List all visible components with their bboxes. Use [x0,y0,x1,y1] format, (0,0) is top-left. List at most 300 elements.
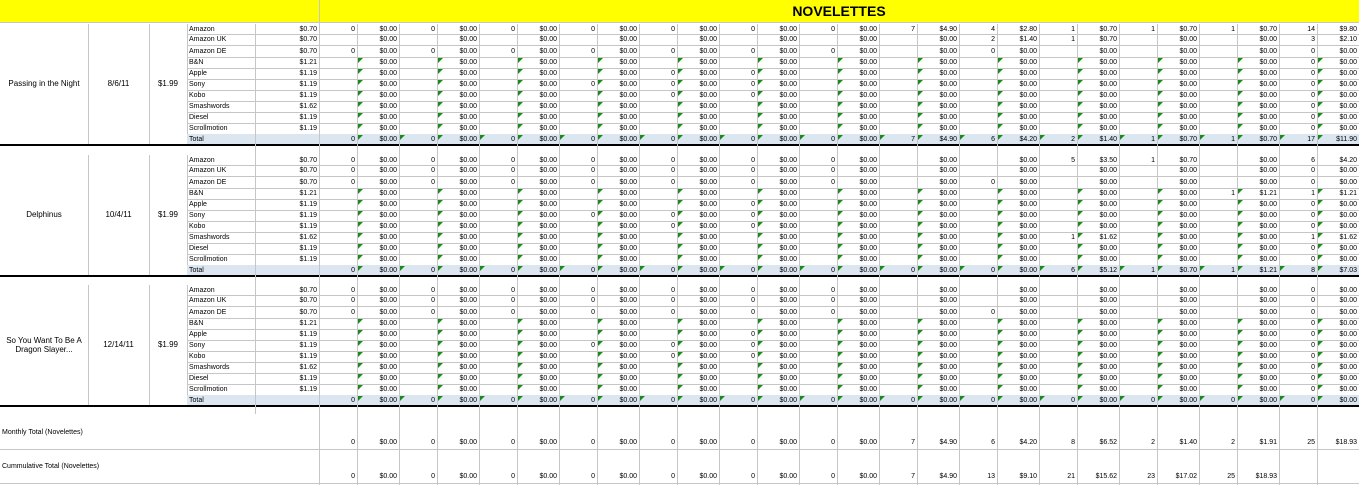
amount-cell[interactable]: $0.00 [699,190,717,197]
amount-cell[interactable]: $0.00 [1179,212,1197,219]
amount-cell[interactable]: $0.00 [1099,114,1117,121]
units-cell[interactable] [719,34,757,45]
store-price[interactable] [255,265,319,275]
store-name[interactable]: Sony [189,342,205,349]
amount-cell[interactable]: $0.00 [1339,342,1357,349]
amount-cell[interactable]: $0.00 [859,114,877,121]
units-cell[interactable] [1039,45,1077,57]
units-cell[interactable]: 0 [991,266,995,274]
amount-cell[interactable]: $0.00 [379,201,397,208]
units-cell[interactable]: 0 [911,266,915,274]
units-cell[interactable] [479,340,517,351]
store-price[interactable]: $0.70 [299,297,317,304]
amount-cell[interactable]: $0.00 [459,190,477,197]
amount-cell[interactable]: $0.00 [1099,342,1117,349]
units-cell[interactable] [479,243,517,254]
amount-cell[interactable]: $3.50 [1099,156,1117,164]
units-cell[interactable] [1039,254,1077,265]
footer-amount[interactable]: $1.91 [1259,439,1277,446]
amount-cell[interactable]: $7.03 [1339,266,1357,274]
amount-cell[interactable]: $0.00 [1179,223,1197,230]
amount-cell[interactable]: $11.90 [1336,135,1357,143]
store-name[interactable]: Total [189,396,204,404]
units-cell[interactable] [559,34,597,45]
amount-cell[interactable]: $0.00 [379,114,397,121]
store-name[interactable]: Amazon UK [189,167,227,174]
amount-cell[interactable]: $0.00 [1259,178,1277,186]
units-cell[interactable] [879,210,917,221]
units-cell[interactable] [1119,329,1157,340]
units-cell[interactable]: 0 [591,25,595,33]
units-cell[interactable]: 0 [1311,201,1315,208]
amount-cell[interactable]: $0.00 [619,25,637,33]
amount-cell[interactable]: $0.00 [699,135,717,143]
units-cell[interactable]: 0 [751,178,755,186]
units-cell[interactable]: 0 [351,286,355,294]
units-cell[interactable] [559,351,597,362]
amount-cell[interactable]: $0.00 [1259,212,1277,219]
store-price[interactable]: $1.19 [299,92,317,99]
units-cell[interactable] [639,112,677,123]
footer-amount[interactable]: $18.93 [1255,473,1277,480]
units-cell[interactable] [1039,68,1077,79]
units-cell[interactable]: 0 [1311,167,1315,174]
units-cell[interactable]: 0 [1311,396,1315,404]
units-cell[interactable] [399,68,437,79]
units-cell[interactable]: 0 [511,167,515,174]
amount-cell[interactable]: $0.00 [1339,245,1357,252]
units-cell[interactable] [879,199,917,210]
amount-cell[interactable]: $0.00 [459,114,477,121]
units-cell[interactable]: 0 [351,47,355,55]
units-cell[interactable]: 0 [671,25,675,33]
footer-units[interactable]: 0 [671,473,675,480]
units-cell[interactable]: 0 [831,286,835,294]
amount-cell[interactable]: $0.00 [859,92,877,99]
amount-cell[interactable]: $0.00 [619,386,637,393]
units-cell[interactable]: 0 [751,308,755,316]
amount-cell[interactable]: $0.00 [779,223,797,230]
units-cell[interactable] [879,123,917,134]
amount-cell[interactable]: $0.00 [939,81,957,88]
units-cell[interactable] [959,295,997,306]
store-name[interactable]: Scrollmotion [189,386,228,393]
units-cell[interactable]: 17 [1307,135,1315,143]
amount-cell[interactable]: $0.00 [1019,125,1037,132]
units-cell[interactable] [1119,165,1157,176]
footer-amount[interactable]: $4.90 [939,473,957,480]
units-cell[interactable]: 0 [431,266,435,274]
amount-cell[interactable]: $0.00 [699,212,717,219]
footer-units[interactable]: 0 [591,473,595,480]
units-cell[interactable] [1039,362,1077,373]
store-name[interactable]: Apple [189,201,207,208]
amount-cell[interactable]: $0.00 [1339,125,1357,132]
amount-cell[interactable]: $0.00 [1339,212,1357,219]
amount-cell[interactable]: $0.00 [859,201,877,208]
units-cell[interactable] [1199,123,1237,134]
amount-cell[interactable]: $0.00 [539,103,557,110]
store-price[interactable]: $1.19 [299,375,317,382]
units-cell[interactable] [799,329,837,340]
footer-units[interactable]: 2 [1151,439,1155,446]
units-cell[interactable] [479,101,517,112]
units-cell[interactable] [1039,295,1077,306]
amount-cell[interactable]: $5.12 [1099,266,1117,274]
amount-cell[interactable]: $2.10 [1339,36,1357,43]
amount-cell[interactable]: $0.00 [859,364,877,371]
units-cell[interactable]: 1 [1311,234,1315,241]
amount-cell[interactable]: $0.00 [539,256,557,263]
units-cell[interactable]: 0 [431,156,435,164]
footer-units[interactable]: 0 [751,439,755,446]
amount-cell[interactable]: $0.00 [779,353,797,360]
amount-cell[interactable]: $0.00 [379,81,397,88]
units-cell[interactable]: 0 [591,297,595,304]
amount-cell[interactable]: $0.00 [459,178,477,186]
amount-cell[interactable]: $0.00 [1259,353,1277,360]
amount-cell[interactable]: $0.00 [699,331,717,338]
units-cell[interactable] [719,362,757,373]
amount-cell[interactable]: $0.00 [1099,47,1117,55]
units-cell[interactable] [879,384,917,395]
units-cell[interactable]: 0 [511,47,515,55]
footer-units[interactable]: 0 [431,439,435,446]
amount-cell[interactable]: $0.00 [859,342,877,349]
units-cell[interactable]: 0 [1311,114,1315,121]
units-cell[interactable] [1199,210,1237,221]
units-cell[interactable]: 0 [751,223,755,230]
store-price[interactable]: $1.19 [299,212,317,219]
units-cell[interactable]: 6 [1071,266,1075,274]
amount-cell[interactable]: $0.00 [1019,297,1037,304]
amount-cell[interactable]: $1.40 [1099,135,1117,143]
amount-cell[interactable]: $0.00 [619,234,637,241]
amount-cell[interactable]: $0.00 [1259,386,1277,393]
units-cell[interactable] [399,340,437,351]
units-cell[interactable] [799,68,837,79]
amount-cell[interactable]: $0.00 [539,190,557,197]
amount-cell[interactable]: $0.00 [539,36,557,43]
units-cell[interactable] [399,318,437,329]
amount-cell[interactable]: $0.00 [779,286,797,294]
amount-cell[interactable]: $0.00 [459,297,477,304]
footer-units[interactable]: 6 [991,439,995,446]
amount-cell[interactable]: $0.00 [539,125,557,132]
amount-cell[interactable]: $0.00 [1259,396,1277,404]
units-cell[interactable] [959,199,997,210]
units-cell[interactable] [879,340,917,351]
amount-cell[interactable]: $0.00 [539,223,557,230]
units-cell[interactable]: 0 [751,353,755,360]
store-price[interactable]: $1.62 [299,364,317,371]
amount-cell[interactable]: $1.40 [1019,36,1037,43]
amount-cell[interactable]: $0.00 [1339,286,1357,294]
units-cell[interactable]: 0 [751,70,755,77]
units-cell[interactable]: 0 [671,156,675,164]
units-cell[interactable] [1039,199,1077,210]
amount-cell[interactable]: $0.00 [1019,256,1037,263]
amount-cell[interactable]: $0.00 [1019,331,1037,338]
amount-cell[interactable]: $0.00 [1259,223,1277,230]
units-cell[interactable] [799,34,837,45]
units-cell[interactable] [879,45,917,57]
amount-cell[interactable]: $4.20 [1339,156,1357,164]
units-cell[interactable] [719,373,757,384]
footer-units[interactable]: 2 [1231,439,1235,446]
amount-cell[interactable]: $0.00 [1259,245,1277,252]
units-cell[interactable] [319,351,357,362]
amount-cell[interactable]: $0.00 [619,396,637,404]
amount-cell[interactable]: $0.00 [699,178,717,186]
amount-cell[interactable]: $0.00 [699,234,717,241]
amount-cell[interactable]: $0.00 [539,375,557,382]
amount-cell[interactable]: $0.00 [379,396,397,404]
store-price[interactable]: $0.70 [299,36,317,43]
units-cell[interactable]: 0 [1311,103,1315,110]
amount-cell[interactable]: $0.00 [459,47,477,55]
amount-cell[interactable]: $0.00 [699,36,717,43]
units-cell[interactable]: 0 [431,135,435,143]
amount-cell[interactable]: $0.00 [939,36,957,43]
amount-cell[interactable]: $0.00 [1179,190,1197,197]
amount-cell[interactable]: $0.00 [1259,297,1277,304]
units-cell[interactable] [1039,165,1077,176]
amount-cell[interactable]: $0.00 [1259,156,1277,164]
units-cell[interactable] [879,165,917,176]
amount-cell[interactable]: $0.00 [619,59,637,66]
amount-cell[interactable]: $0.00 [859,386,877,393]
amount-cell[interactable]: $0.00 [779,396,797,404]
units-cell[interactable]: 1 [1231,190,1235,197]
units-cell[interactable] [1119,210,1157,221]
units-cell[interactable] [959,57,997,68]
store-price[interactable]: $1.19 [299,331,317,338]
units-cell[interactable] [1199,155,1237,165]
units-cell[interactable] [719,384,757,395]
amount-cell[interactable]: $0.00 [939,266,957,274]
amount-cell[interactable]: $0.00 [1259,234,1277,241]
footer-amount[interactable] [1317,471,1359,482]
units-cell[interactable] [799,221,837,232]
amount-cell[interactable]: $0.00 [779,25,797,33]
amount-cell[interactable]: $0.00 [459,223,477,230]
units-cell[interactable] [1199,199,1237,210]
units-cell[interactable] [1119,362,1157,373]
amount-cell[interactable]: $0.00 [619,167,637,174]
amount-cell[interactable]: $0.00 [859,59,877,66]
amount-cell[interactable]: $0.00 [699,375,717,382]
amount-cell[interactable]: $0.00 [459,396,477,404]
units-cell[interactable]: 0 [751,135,755,143]
units-cell[interactable] [1199,329,1237,340]
amount-cell[interactable]: $0.00 [1259,167,1277,174]
units-cell[interactable] [959,221,997,232]
amount-cell[interactable]: $0.00 [939,396,957,404]
units-cell[interactable]: 1 [1311,190,1315,197]
amount-cell[interactable]: $0.00 [1099,223,1117,230]
amount-cell[interactable]: $0.00 [779,135,797,143]
store-name[interactable]: Diesel [189,375,209,382]
footer-units[interactable]: 0 [831,439,835,446]
units-cell[interactable] [1119,318,1157,329]
units-cell[interactable] [1039,285,1077,295]
footer-units[interactable]: 0 [351,473,355,480]
footer-amount[interactable]: $0.00 [699,439,717,446]
units-cell[interactable]: 0 [351,266,355,274]
amount-cell[interactable]: $0.00 [619,114,637,121]
units-cell[interactable] [639,318,677,329]
amount-cell[interactable]: $0.00 [459,286,477,294]
amount-cell[interactable]: $0.00 [779,375,797,382]
amount-cell[interactable]: $0.00 [379,266,397,274]
units-cell[interactable]: 0 [831,297,835,304]
amount-cell[interactable]: $0.00 [459,212,477,219]
units-cell[interactable] [639,243,677,254]
units-cell[interactable] [639,188,677,199]
units-cell[interactable]: 0 [431,167,435,174]
units-cell[interactable] [399,79,437,90]
units-cell[interactable]: 0 [431,47,435,55]
store-name[interactable]: Total [189,135,204,143]
units-cell[interactable] [1199,34,1237,45]
store-name[interactable]: Amazon DE [189,308,227,316]
units-cell[interactable] [559,101,597,112]
amount-cell[interactable]: $0.70 [1099,36,1117,43]
units-cell[interactable] [559,243,597,254]
amount-cell[interactable]: $0.00 [699,396,717,404]
amount-cell[interactable]: $0.00 [1099,92,1117,99]
units-cell[interactable]: 0 [431,286,435,294]
amount-cell[interactable]: $0.00 [539,59,557,66]
units-cell[interactable]: 0 [591,286,595,294]
units-cell[interactable] [719,57,757,68]
amount-cell[interactable]: $0.00 [619,103,637,110]
units-cell[interactable] [879,232,917,243]
amount-cell[interactable]: $0.70 [1179,266,1197,274]
amount-cell[interactable]: $0.00 [1339,364,1357,371]
units-cell[interactable]: 0 [1311,59,1315,66]
amount-cell[interactable]: $0.00 [1179,201,1197,208]
amount-cell[interactable]: $0.00 [379,286,397,294]
amount-cell[interactable]: $0.00 [379,353,397,360]
amount-cell[interactable]: $0.00 [859,245,877,252]
units-cell[interactable] [559,232,597,243]
units-cell[interactable] [1199,232,1237,243]
amount-cell[interactable]: $0.00 [539,386,557,393]
units-cell[interactable]: 0 [431,396,435,404]
amount-cell[interactable]: $0.00 [619,375,637,382]
amount-cell[interactable]: $0.00 [1099,364,1117,371]
units-cell[interactable]: 0 [511,25,515,33]
units-cell[interactable]: 0 [1151,396,1155,404]
units-cell[interactable]: 1 [1231,25,1235,33]
amount-cell[interactable]: $0.00 [699,201,717,208]
amount-cell[interactable]: $0.00 [1259,256,1277,263]
units-cell[interactable] [399,34,437,45]
amount-cell[interactable]: $0.00 [939,59,957,66]
amount-cell[interactable]: $0.00 [619,342,637,349]
units-cell[interactable] [399,243,437,254]
units-cell[interactable] [559,90,597,101]
amount-cell[interactable]: $0.00 [459,125,477,132]
units-cell[interactable]: 0 [511,286,515,294]
amount-cell[interactable]: $0.00 [1179,234,1197,241]
units-cell[interactable] [1039,79,1077,90]
units-cell[interactable] [719,254,757,265]
units-cell[interactable]: 0 [511,297,515,304]
amount-cell[interactable]: $0.00 [379,386,397,393]
units-cell[interactable] [1119,45,1157,57]
footer-units[interactable]: 25 [1227,473,1235,480]
amount-cell[interactable]: $0.00 [459,156,477,164]
amount-cell[interactable]: $0.00 [939,47,957,55]
amount-cell[interactable]: $0.00 [1019,47,1037,55]
amount-cell[interactable]: $0.00 [939,286,957,294]
store-price[interactable]: $1.21 [299,320,317,327]
units-cell[interactable] [1039,123,1077,134]
units-cell[interactable] [1119,79,1157,90]
amount-cell[interactable]: $0.00 [859,266,877,274]
units-cell[interactable] [1119,112,1157,123]
units-cell[interactable] [1119,221,1157,232]
amount-cell[interactable]: $0.00 [459,256,477,263]
units-cell[interactable] [799,384,837,395]
units-cell[interactable] [879,57,917,68]
amount-cell[interactable]: $0.00 [1259,331,1277,338]
footer-amount[interactable]: $0.00 [699,473,717,480]
amount-cell[interactable]: $0.00 [779,266,797,274]
footer-units[interactable]: 13 [987,473,995,480]
amount-cell[interactable]: $0.00 [1339,92,1357,99]
amount-cell[interactable]: $0.00 [699,70,717,77]
amount-cell[interactable]: $0.00 [619,286,637,294]
units-cell[interactable] [959,210,997,221]
units-cell[interactable] [399,362,437,373]
amount-cell[interactable]: $0.00 [1019,308,1037,316]
amount-cell[interactable]: $0.00 [1259,308,1277,316]
amount-cell[interactable]: $0.00 [779,156,797,164]
footer-units[interactable]: 0 [751,473,755,480]
amount-cell[interactable]: $0.00 [459,266,477,274]
units-cell[interactable] [1039,188,1077,199]
units-cell[interactable] [319,318,357,329]
amount-cell[interactable]: $0.00 [779,234,797,241]
units-cell[interactable]: 0 [351,156,355,164]
units-cell[interactable] [959,340,997,351]
units-cell[interactable] [1039,221,1077,232]
units-cell[interactable] [959,254,997,265]
amount-cell[interactable]: $0.00 [1099,286,1117,294]
amount-cell[interactable]: $0.00 [699,256,717,263]
store-name[interactable]: Total [189,266,204,274]
units-cell[interactable] [959,165,997,176]
amount-cell[interactable]: $0.00 [699,125,717,132]
units-cell[interactable]: 0 [1311,331,1315,338]
store-price[interactable]: $1.62 [299,234,317,241]
amount-cell[interactable]: $0.00 [1099,396,1117,404]
units-cell[interactable] [719,123,757,134]
units-cell[interactable] [1199,340,1237,351]
units-cell[interactable]: 7 [911,25,915,33]
amount-cell[interactable]: $0.00 [619,47,637,55]
units-cell[interactable]: 0 [751,201,755,208]
units-cell[interactable]: 0 [671,266,675,274]
units-cell[interactable] [959,68,997,79]
amount-cell[interactable]: $0.00 [939,114,957,121]
amount-cell[interactable]: $0.00 [539,396,557,404]
amount-cell[interactable]: $0.00 [939,223,957,230]
